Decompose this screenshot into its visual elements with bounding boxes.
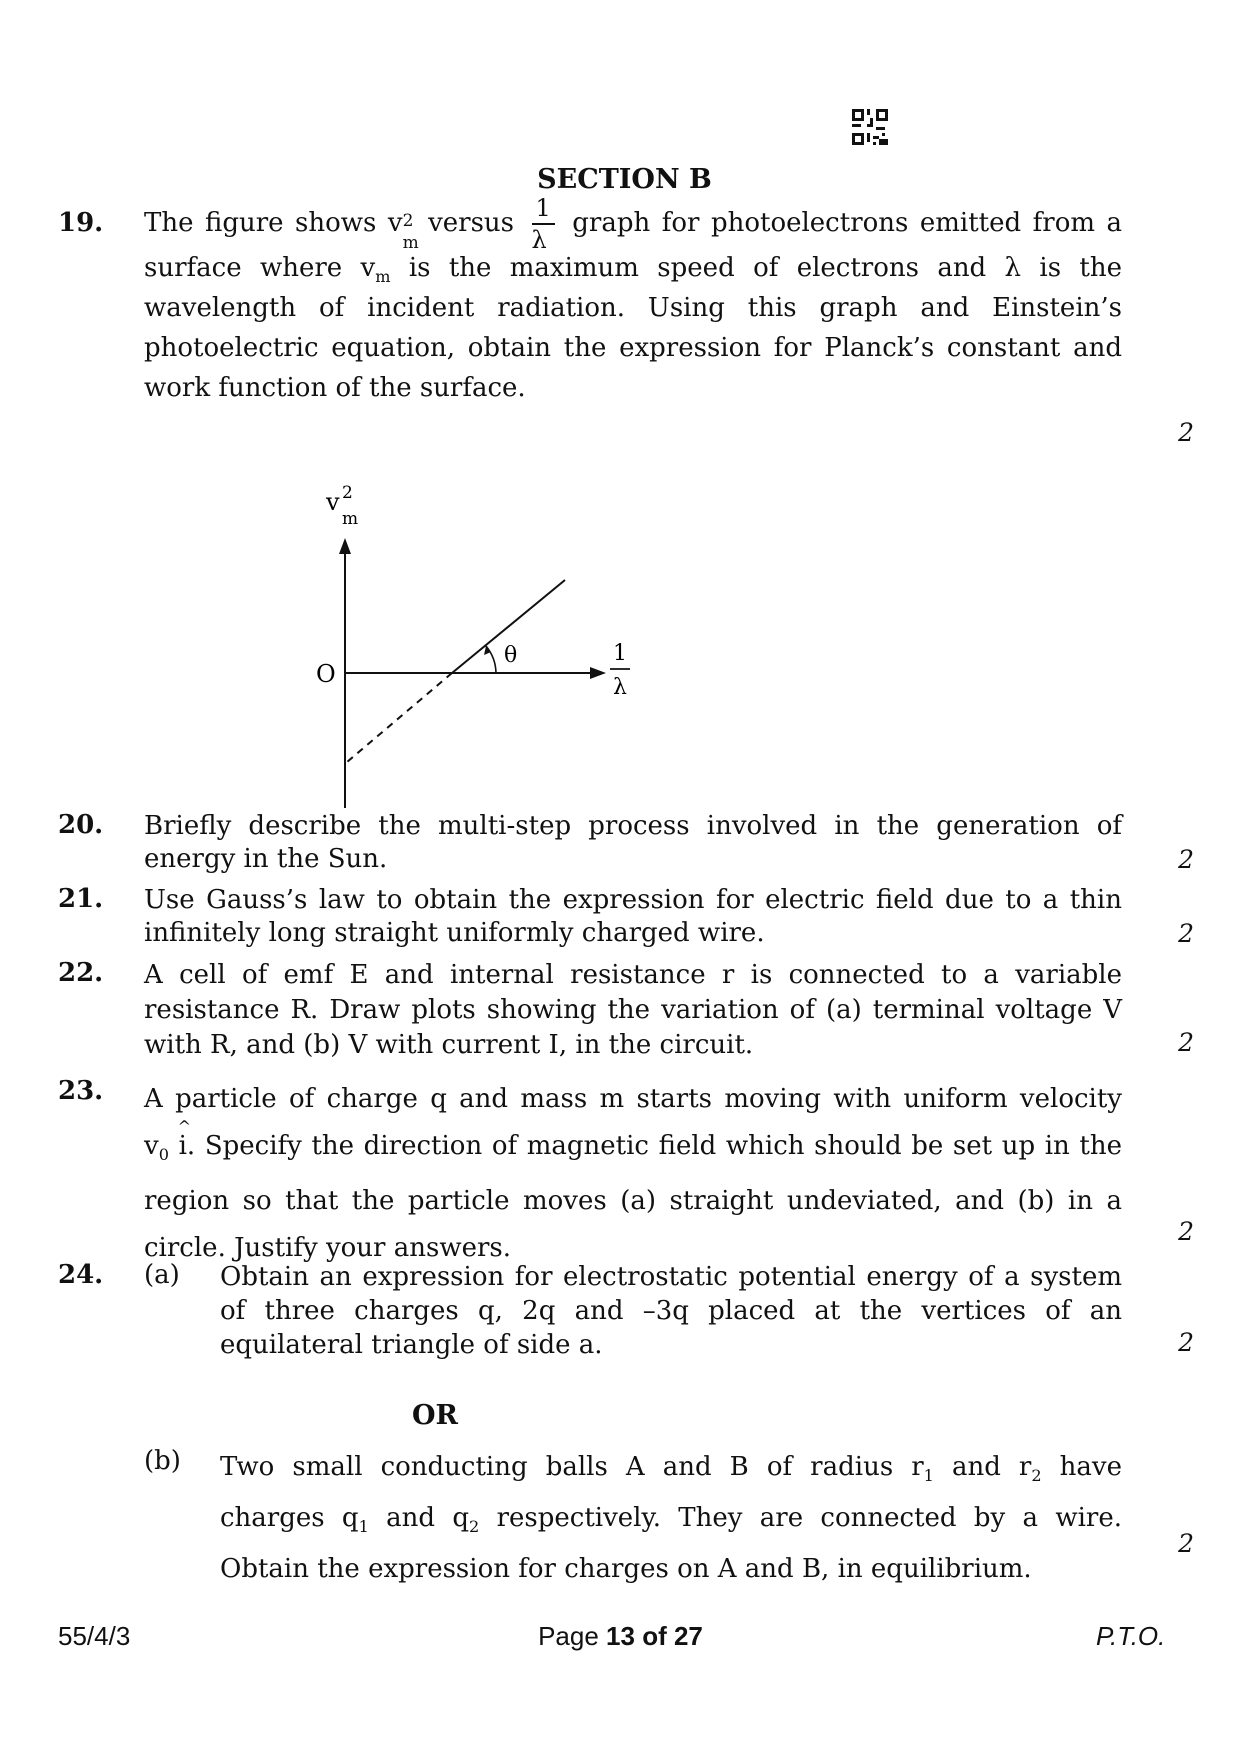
marks-24a: 2 bbox=[1178, 1328, 1194, 1357]
marks-21: 2 bbox=[1178, 919, 1194, 948]
qr-code-icon bbox=[852, 108, 888, 146]
x-label-den: λ bbox=[613, 675, 627, 700]
question-number-22: 22. bbox=[58, 958, 104, 988]
marks-24b: 2 bbox=[1178, 1529, 1194, 1558]
page-number: Page 13 of 27 bbox=[538, 1621, 703, 1651]
angle-label: θ bbox=[504, 643, 518, 668]
marks-19: 2 bbox=[1178, 418, 1194, 447]
question-number-21: 21. bbox=[58, 884, 104, 914]
question-24b-text: Two small conducting balls A and B of radius $r_1$ and $r_2$ have charges $q_1$ and $q_2$ respectively. They are connected by a wire. Obtain the expression for charges on A and B, in equilibrium. bbox=[220, 1452, 1122, 1585]
part-b-label: (b) bbox=[144, 1446, 181, 1476]
graph-vm2-vs-inverse-lambda bbox=[300, 480, 660, 810]
section-title: SECTION B bbox=[537, 164, 712, 195]
or-separator: OR bbox=[412, 1400, 458, 1431]
question-19-text: The figure shows v 2 m versus $\frac{1}{\lambda}$ graph for photoelectrons emitted from a surface where $v_m$ is the maximum speed of electrons and λ is the wavelength of incident radiation. Using this graph and Einstein’s photoelectric equation, obtain the expression for Planck’s constant and work function of the surface. bbox=[144, 194, 1123, 403]
question-23-text: A particle of charge q and mass m starts moving with uniform velocity $v_0$ ^ i. Specify the direction of magnetic field which should be set up in the region so that the particle moves (a) straight undeviated, and (b) in a circle. Justify your answers. bbox=[144, 1084, 1123, 1264]
y-axis-label-v: v bbox=[326, 488, 340, 516]
question-22-text: A cell of emf E and internal resistance r is connected to a variable resistance R. Draw plots showing the variation of (a) terminal voltage V with R, and (b) V with current I, in the circuit. bbox=[144, 960, 1122, 1060]
y-axis-label-sup: 2 bbox=[342, 483, 353, 503]
origin-label: O bbox=[316, 660, 336, 688]
question-number-23: 23. bbox=[58, 1076, 104, 1106]
question-number-24: 24. bbox=[58, 1260, 104, 1290]
question-number-20: 20. bbox=[58, 810, 104, 840]
y-axis-label-sub: m bbox=[342, 509, 359, 529]
marks-20: 2 bbox=[1178, 845, 1194, 874]
question-24a-text: Obtain an expression for electrostatic potential energy of a system of three charges q, 2q and –3q placed at the vertices of an equilateral triangle of side a. bbox=[220, 1262, 1122, 1360]
marks-22: 2 bbox=[1178, 1028, 1194, 1057]
dashed-extension bbox=[347, 673, 452, 762]
x-axis-arrow bbox=[590, 667, 606, 679]
marks-23: 2 bbox=[1178, 1217, 1194, 1246]
fraction-one-over-lambda: $\frac{1}{\lambda}$ bbox=[532, 196, 555, 252]
question-number-19: 19. bbox=[58, 208, 104, 238]
pto-label: P.T.O. bbox=[1096, 1621, 1166, 1651]
question-21-text: Use Gauss’s law to obtain the expression for electric field due to a thin infinitely long straight uniformly charged wire. bbox=[144, 885, 1122, 948]
question-20-text: Briefly describe the multi-step process involved in the generation of energy in the Sun. bbox=[144, 811, 1122, 874]
paper-code: 55/4/3 bbox=[58, 1621, 131, 1651]
y-axis-arrow bbox=[339, 538, 351, 554]
x-label-num: 1 bbox=[613, 641, 627, 666]
part-a-label: (a) bbox=[144, 1260, 180, 1290]
